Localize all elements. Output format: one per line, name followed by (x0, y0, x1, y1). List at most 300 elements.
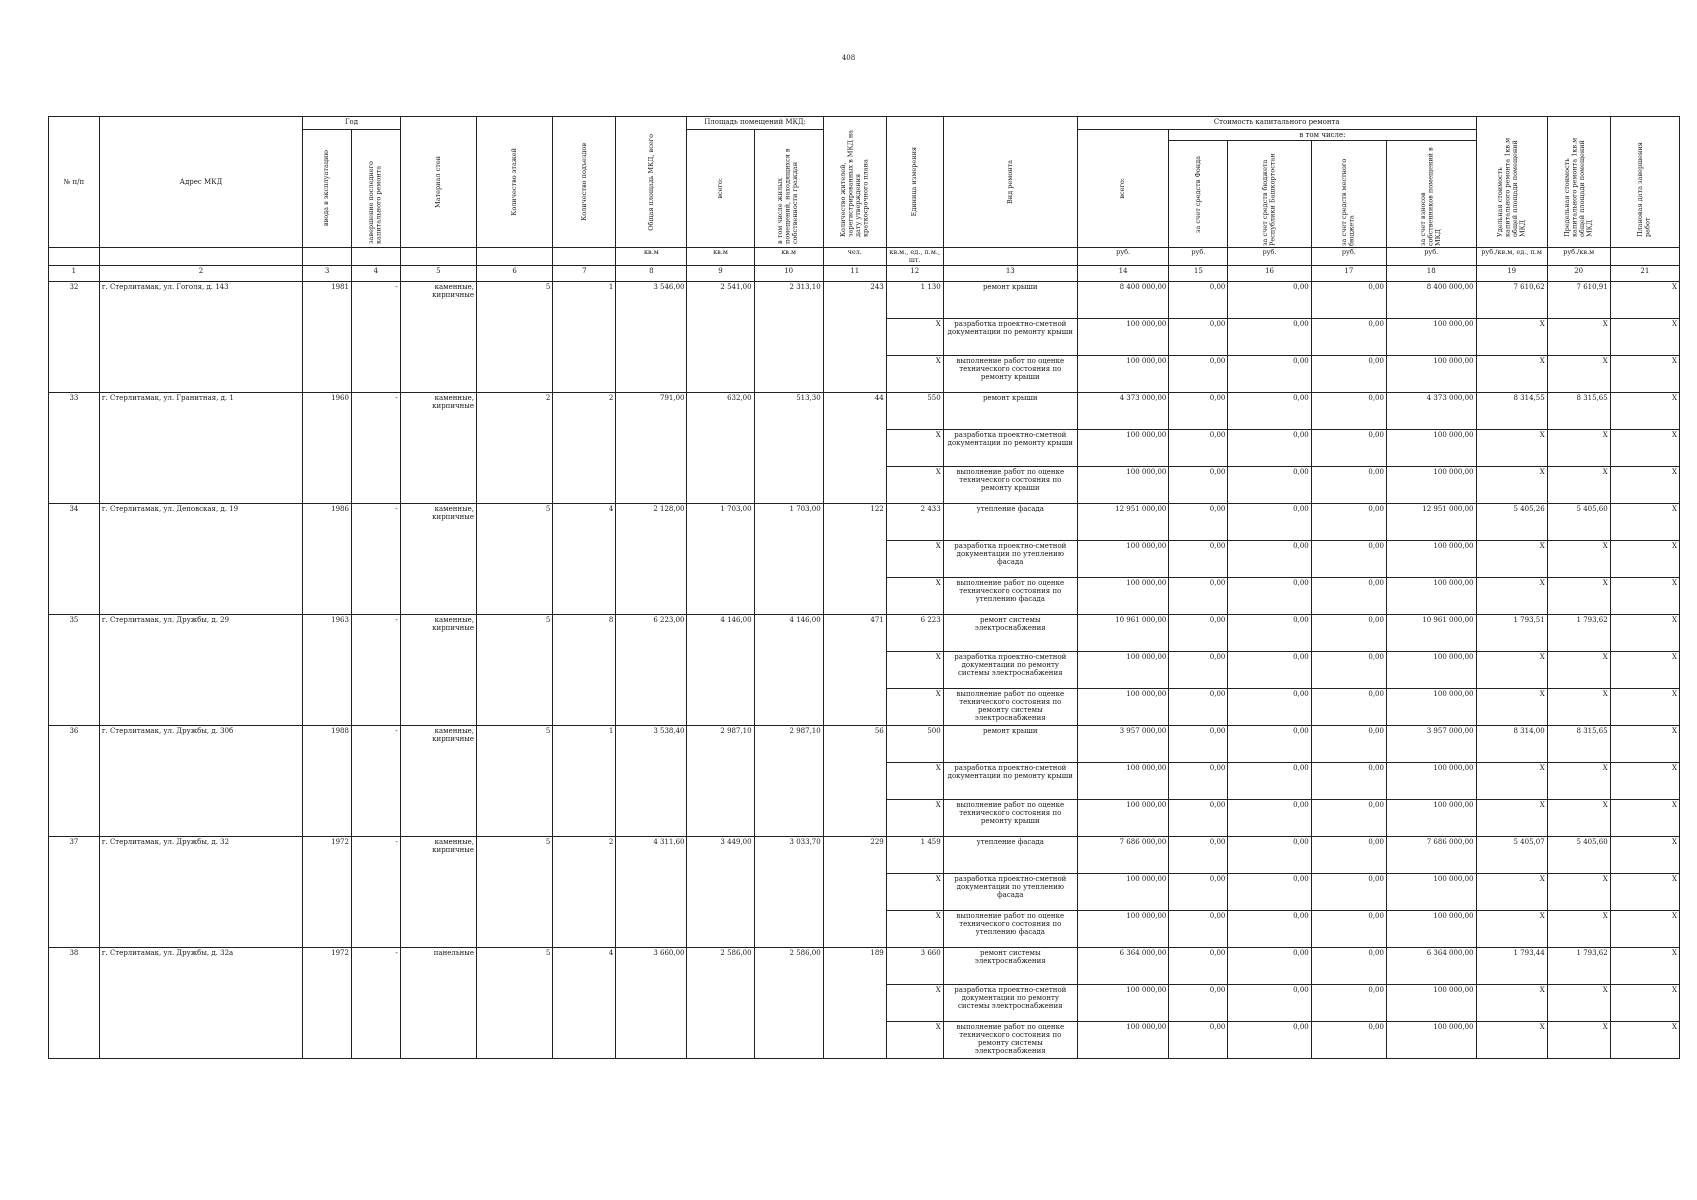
header-cost-republic: за счет средств бюджета Республики Башкортостан (1261, 153, 1277, 247)
cost-republic-cell: 0,00 (1228, 614, 1311, 651)
header-residents: Количество жителей, зарегистрированных в МКД на дату утверждения краткосрочного плана (838, 129, 870, 238)
cost-fund-cell: 0,00 (1169, 725, 1228, 762)
column-number-cell: 7 (553, 265, 616, 281)
max-cost-cell: X (1547, 910, 1610, 947)
quantity-cell: X (886, 651, 943, 688)
unit-cell: кв.м (616, 248, 687, 266)
cost-total-cell: 7 686 000,00 (1077, 836, 1169, 873)
cost-total-cell: 100 000,00 (1077, 466, 1169, 503)
quantity-cell: X (886, 429, 943, 466)
max-cost-cell: X (1547, 688, 1610, 725)
column-number-cell: 2 (99, 265, 302, 281)
quantity-cell: 500 (886, 725, 943, 762)
header-year-group: Год (303, 117, 401, 130)
deadline-cell: X (1610, 503, 1679, 540)
header-max-cost-cell (1547, 117, 1610, 248)
cost-total-cell: 100 000,00 (1077, 429, 1169, 466)
column-number-cell: 19 (1476, 265, 1547, 281)
cost-total-cell: 100 000,00 (1077, 577, 1169, 614)
cost-fund-cell: 0,00 (1169, 503, 1228, 540)
floors-cell: 5 (477, 614, 553, 725)
header-unit-cost-cell (1476, 117, 1547, 248)
cost-fund-cell: 0,00 (1169, 910, 1228, 947)
address-cell: г. Стерлитамак, ул. Деповская, д. 19 (99, 503, 302, 614)
column-number-cell: 4 (351, 265, 400, 281)
max-cost-cell: 8 315,65 (1547, 725, 1610, 762)
cost-fund-cell: 0,00 (1169, 836, 1228, 873)
residential-area-cell: 2 987,10 (754, 725, 823, 836)
material-cell: каменные, кирпичные (400, 503, 476, 614)
header-address: Адрес МКД (99, 117, 302, 248)
header-area-residential: в том числе жилых помещений, находящихся в собственности граждан (776, 147, 800, 244)
unit-cell: кв.м (687, 248, 754, 266)
total-area-cell: 4 311,60 (616, 836, 687, 947)
unit-cost-cell: 5 405,07 (1476, 836, 1547, 873)
residents-cell: 122 (823, 503, 886, 614)
cost-owners-cell: 10 961 000,00 (1386, 614, 1476, 651)
header-n: № п/п (49, 117, 100, 248)
total-area-cell: 3 660,00 (616, 947, 687, 1058)
deadline-cell: X (1610, 725, 1679, 762)
column-number-cell: 6 (477, 265, 553, 281)
header-total-area-cell (616, 117, 687, 248)
unit-cell: чел. (823, 248, 886, 266)
header-material-cell (400, 117, 476, 248)
row-number: 34 (49, 503, 100, 614)
header-work-type-cell (943, 117, 1077, 248)
work-type-cell: выполнение работ по оценке технического состояния по утеплению фасада (943, 577, 1077, 614)
header-including: в том числе: (1169, 130, 1476, 141)
unit-cell: руб. (1311, 248, 1386, 266)
year-built-cell: 1963 (303, 614, 352, 725)
row-number: 32 (49, 281, 100, 392)
cost-fund-cell: 0,00 (1169, 577, 1228, 614)
unit-cost-cell: 1 793,51 (1476, 614, 1547, 651)
column-number-cell: 8 (616, 265, 687, 281)
residents-cell: 56 (823, 725, 886, 836)
max-cost-cell: 1 793,62 (1547, 947, 1610, 984)
cost-local-cell: 0,00 (1311, 281, 1386, 318)
residents-cell: 44 (823, 392, 886, 503)
quantity-cell: X (886, 762, 943, 799)
column-numbers-row (49, 265, 1680, 281)
unit-cost-cell: X (1476, 355, 1547, 392)
unit-cell: кв.м (754, 248, 823, 266)
unit-cost-cell: X (1476, 799, 1547, 836)
column-number-cell: 9 (687, 265, 754, 281)
cost-fund-cell: 0,00 (1169, 799, 1228, 836)
entrances-cell: 1 (553, 281, 616, 392)
cost-fund-cell: 0,00 (1169, 873, 1228, 910)
deadline-cell: X (1610, 281, 1679, 318)
last-repair-cell: - (351, 392, 400, 503)
cost-owners-cell: 100 000,00 (1386, 651, 1476, 688)
year-built-cell: 1988 (303, 725, 352, 836)
cost-local-cell: 0,00 (1311, 318, 1386, 355)
table-row (49, 725, 1680, 762)
quantity-cell: X (886, 799, 943, 836)
quantity-cell: 3 660 (886, 947, 943, 984)
year-built-cell: 1972 (303, 836, 352, 947)
quantity-cell: X (886, 688, 943, 725)
quantity-cell: X (886, 577, 943, 614)
cost-owners-cell: 100 000,00 (1386, 799, 1476, 836)
residential-area-cell: 3 033,70 (754, 836, 823, 947)
header-area-res-cell (754, 130, 823, 248)
cost-owners-cell: 100 000,00 (1386, 688, 1476, 725)
header-year-last-repair: завершение последнего капитального ремонта (367, 160, 383, 244)
residential-area-cell: 2 586,00 (754, 947, 823, 1058)
floors-cell: 5 (477, 281, 553, 392)
work-type-cell: выполнение работ по оценке технического состояния по ремонту крыши (943, 355, 1077, 392)
cost-fund-cell: 0,00 (1169, 762, 1228, 799)
cost-local-cell: 0,00 (1311, 725, 1386, 762)
max-cost-cell: 5 405,60 (1547, 503, 1610, 540)
area-cell: 2 586,00 (687, 947, 754, 1058)
row-number: 35 (49, 614, 100, 725)
deadline-cell: X (1610, 762, 1679, 799)
cost-owners-cell: 6 364 000,00 (1386, 947, 1476, 984)
cost-owners-cell: 3 957 000,00 (1386, 725, 1476, 762)
floors-cell: 5 (477, 503, 553, 614)
header-cost-owners: за счет взносов собственников помещений в МКД (1419, 147, 1442, 247)
cost-owners-cell: 100 000,00 (1386, 873, 1476, 910)
work-type-cell: выполнение работ по оценке технического состояния по ремонту системы электроснабжения (943, 688, 1077, 725)
cost-republic-cell: 0,00 (1228, 1021, 1311, 1058)
work-type-cell: разработка проектно-сметной документации по утеплению фасада (943, 873, 1077, 910)
column-number-cell: 10 (754, 265, 823, 281)
last-repair-cell: - (351, 503, 400, 614)
deadline-cell: X (1610, 799, 1679, 836)
max-cost-cell: X (1547, 577, 1610, 614)
cost-republic-cell: 0,00 (1228, 355, 1311, 392)
address-cell: г. Стерлитамак, ул. Гоголя, д. 143 (99, 281, 302, 392)
cost-owners-cell: 100 000,00 (1386, 762, 1476, 799)
unit-cost-cell: 8 314,55 (1476, 392, 1547, 429)
cost-total-cell: 100 000,00 (1077, 355, 1169, 392)
cost-local-cell: 0,00 (1311, 762, 1386, 799)
column-number-cell: 11 (823, 265, 886, 281)
deadline-cell: X (1610, 466, 1679, 503)
residents-cell: 189 (823, 947, 886, 1058)
work-type-cell: разработка проектно-сметной документации по ремонту крыши (943, 762, 1077, 799)
unit-cost-cell: X (1476, 318, 1547, 355)
deadline-cell: X (1610, 429, 1679, 466)
max-cost-cell: 7 610,91 (1547, 281, 1610, 318)
cost-republic-cell: 0,00 (1228, 688, 1311, 725)
column-number-cell: 20 (1547, 265, 1610, 281)
quantity-cell: 6 223 (886, 614, 943, 651)
work-type-cell: ремонт системы электроснабжения (943, 947, 1077, 984)
table-row (49, 947, 1680, 984)
header-unit-cost: Удельная стоимость капитального ремонта 1кв.м общей площади помещений МКД (1495, 137, 1527, 238)
deadline-cell: X (1610, 947, 1679, 984)
max-cost-cell: X (1547, 429, 1610, 466)
max-cost-cell: X (1547, 355, 1610, 392)
unit-cell (400, 248, 476, 266)
header-deadline: Плановая дата завершения работ (1636, 142, 1652, 238)
cost-republic-cell: 0,00 (1228, 762, 1311, 799)
deadline-cell: X (1610, 873, 1679, 910)
material-cell: каменные, кирпичные (400, 614, 476, 725)
residential-area-cell: 1 703,00 (754, 503, 823, 614)
unit-cell (351, 248, 400, 266)
residents-cell: 229 (823, 836, 886, 947)
cost-total-cell: 100 000,00 (1077, 984, 1169, 1021)
cost-owners-cell: 100 000,00 (1386, 577, 1476, 614)
max-cost-cell: X (1547, 318, 1610, 355)
max-cost-cell: X (1547, 1021, 1610, 1058)
unit-cost-cell: X (1476, 910, 1547, 947)
residential-area-cell: 4 146,00 (754, 614, 823, 725)
cost-owners-cell: 100 000,00 (1386, 318, 1476, 355)
header-entrances: Количество подъездов (579, 143, 588, 221)
column-number-cell: 12 (886, 265, 943, 281)
cost-total-cell: 10 961 000,00 (1077, 614, 1169, 651)
unit-cost-cell: X (1476, 688, 1547, 725)
deadline-cell: X (1610, 1021, 1679, 1058)
header-total-area: Общая площадь МКД, всего (646, 133, 655, 231)
cost-total-cell: 100 000,00 (1077, 318, 1169, 355)
total-area-cell: 791,00 (616, 392, 687, 503)
header-floors-cell (477, 117, 553, 248)
header-fund-cell (1169, 141, 1228, 248)
row-number: 37 (49, 836, 100, 947)
area-cell: 1 703,00 (687, 503, 754, 614)
entrances-cell: 4 (553, 947, 616, 1058)
column-number-cell: 13 (943, 265, 1077, 281)
cost-local-cell: 0,00 (1311, 836, 1386, 873)
header-max-cost: Предельная стоимость капитального ремонта 1кв.м общей площади помещений МКД (1562, 137, 1594, 238)
cost-fund-cell: 0,00 (1169, 651, 1228, 688)
deadline-cell: X (1610, 984, 1679, 1021)
unit-cost-cell: X (1476, 1021, 1547, 1058)
cost-local-cell: 0,00 (1311, 947, 1386, 984)
area-cell: 2 987,10 (687, 725, 754, 836)
column-number-cell: 1 (49, 265, 100, 281)
cost-owners-cell: 100 000,00 (1386, 466, 1476, 503)
header-owners-cell (1386, 141, 1476, 248)
unit-cost-cell: 7 610,62 (1476, 281, 1547, 318)
cost-republic-cell: 0,00 (1228, 577, 1311, 614)
row-number: 33 (49, 392, 100, 503)
work-type-cell: ремонт крыши (943, 392, 1077, 429)
header-year-built-cell (303, 130, 352, 248)
floors-cell: 2 (477, 392, 553, 503)
max-cost-cell: X (1547, 651, 1610, 688)
column-number-cell: 14 (1077, 265, 1169, 281)
last-repair-cell: - (351, 725, 400, 836)
material-cell: каменные, кирпичные (400, 392, 476, 503)
cost-owners-cell: 4 373 000,00 (1386, 392, 1476, 429)
last-repair-cell: - (351, 614, 400, 725)
cost-fund-cell: 0,00 (1169, 392, 1228, 429)
table-row (49, 392, 1680, 429)
cost-local-cell: 0,00 (1311, 910, 1386, 947)
cost-fund-cell: 0,00 (1169, 1021, 1228, 1058)
deadline-cell: X (1610, 651, 1679, 688)
header-local-cell (1311, 141, 1386, 248)
cost-local-cell: 0,00 (1311, 429, 1386, 466)
last-repair-cell: - (351, 281, 400, 392)
max-cost-cell: X (1547, 799, 1610, 836)
cost-total-cell: 3 957 000,00 (1077, 725, 1169, 762)
unit-cell (943, 248, 1077, 266)
address-cell: г. Стерлитамак, ул. Дружбы, д. 29 (99, 614, 302, 725)
column-number-cell: 16 (1228, 265, 1311, 281)
entrances-cell: 4 (553, 503, 616, 614)
cost-total-cell: 100 000,00 (1077, 910, 1169, 947)
unit-cost-cell: X (1476, 429, 1547, 466)
unit-cost-cell: 1 793,44 (1476, 947, 1547, 984)
cost-local-cell: 0,00 (1311, 1021, 1386, 1058)
unit-cell: руб. (1228, 248, 1311, 266)
work-type-cell: утепление фасада (943, 503, 1077, 540)
unit-cell (1610, 248, 1679, 266)
cost-total-cell: 100 000,00 (1077, 873, 1169, 910)
cost-owners-cell: 100 000,00 (1386, 910, 1476, 947)
cost-total-cell: 4 373 000,00 (1077, 392, 1169, 429)
quantity-cell: X (886, 984, 943, 1021)
entrances-cell: 1 (553, 725, 616, 836)
work-type-cell: утепление фасада (943, 836, 1077, 873)
unit-cost-cell: X (1476, 540, 1547, 577)
row-number: 38 (49, 947, 100, 1058)
cost-owners-cell: 8 400 000,00 (1386, 281, 1476, 318)
deadline-cell: X (1610, 614, 1679, 651)
unit-cost-cell: X (1476, 873, 1547, 910)
floors-cell: 5 (477, 947, 553, 1058)
header-cost-total: всего: (1118, 178, 1127, 199)
entrances-cell: 2 (553, 392, 616, 503)
deadline-cell: X (1610, 688, 1679, 725)
cost-total-cell: 6 364 000,00 (1077, 947, 1169, 984)
max-cost-cell: X (1547, 466, 1610, 503)
cost-fund-cell: 0,00 (1169, 984, 1228, 1021)
max-cost-cell: X (1547, 762, 1610, 799)
table-row (49, 281, 1680, 318)
cost-republic-cell: 0,00 (1228, 651, 1311, 688)
cost-local-cell: 0,00 (1311, 540, 1386, 577)
unit-cell (99, 248, 302, 266)
header-cost-total-cell (1077, 130, 1169, 248)
header-material: Материал стен (433, 156, 442, 208)
work-type-cell: ремонт системы электроснабжения (943, 614, 1077, 651)
cost-local-cell: 0,00 (1311, 873, 1386, 910)
column-number-cell: 3 (303, 265, 352, 281)
residential-area-cell: 2 313,10 (754, 281, 823, 392)
page-number: 408 (841, 54, 856, 62)
cost-fund-cell: 0,00 (1169, 355, 1228, 392)
deadline-cell: X (1610, 836, 1679, 873)
material-cell: каменные, кирпичные (400, 281, 476, 392)
entrances-cell: 2 (553, 836, 616, 947)
unit-cell: кв.м., ед., п.м., шт. (886, 248, 943, 266)
residential-area-cell: 513,30 (754, 392, 823, 503)
cost-republic-cell: 0,00 (1228, 725, 1311, 762)
cost-republic-cell: 0,00 (1228, 466, 1311, 503)
cost-republic-cell: 0,00 (1228, 836, 1311, 873)
work-type-cell: ремонт крыши (943, 281, 1077, 318)
year-built-cell: 1960 (303, 392, 352, 503)
header-year-last-cell (351, 130, 400, 248)
cost-local-cell: 0,00 (1311, 392, 1386, 429)
work-type-cell: разработка проектно-сметной документации по ремонту системы электроснабжения (943, 984, 1077, 1021)
quantity-cell: X (886, 873, 943, 910)
year-built-cell: 1972 (303, 947, 352, 1058)
cost-total-cell: 100 000,00 (1077, 799, 1169, 836)
table-row (49, 614, 1680, 651)
unit-cell (477, 248, 553, 266)
entrances-cell: 8 (553, 614, 616, 725)
header-cost-local: за счет средств местного бюджета (1340, 158, 1356, 247)
quantity-cell: 1 459 (886, 836, 943, 873)
cost-local-cell: 0,00 (1311, 984, 1386, 1021)
header-republic-cell (1228, 141, 1311, 248)
cost-fund-cell: 0,00 (1169, 947, 1228, 984)
cost-local-cell: 0,00 (1311, 577, 1386, 614)
max-cost-cell: X (1547, 984, 1610, 1021)
column-number-cell: 21 (1610, 265, 1679, 281)
work-type-cell: разработка проектно-сметной документации по ремонту системы электроснабжения (943, 651, 1077, 688)
deadline-cell: X (1610, 355, 1679, 392)
header-unit-cell (886, 117, 943, 248)
cost-fund-cell: 0,00 (1169, 318, 1228, 355)
material-cell: каменные, кирпичные (400, 836, 476, 947)
cost-total-cell: 100 000,00 (1077, 688, 1169, 725)
unit-cost-cell: 5 405,26 (1476, 503, 1547, 540)
cost-total-cell: 100 000,00 (1077, 1021, 1169, 1058)
cost-local-cell: 0,00 (1311, 614, 1386, 651)
table-body (49, 117, 1680, 1059)
max-cost-cell: 5 405,60 (1547, 836, 1610, 873)
address-cell: г. Стерлитамак, ул. Дружбы, д. 32а (99, 947, 302, 1058)
residents-cell: 471 (823, 614, 886, 725)
max-cost-cell: 1 793,62 (1547, 614, 1610, 651)
year-built-cell: 1981 (303, 281, 352, 392)
material-cell: панельные (400, 947, 476, 1058)
quantity-cell: X (886, 355, 943, 392)
cost-fund-cell: 0,00 (1169, 466, 1228, 503)
cost-local-cell: 0,00 (1311, 466, 1386, 503)
unit-cell: руб./кв.м (1547, 248, 1610, 266)
last-repair-cell: - (351, 836, 400, 947)
work-type-cell: разработка проектно-сметной документации по ремонту крыши (943, 318, 1077, 355)
capital-repair-table (48, 116, 1680, 1059)
header-year-built: ввода в эксплуатацию (322, 150, 331, 227)
header-area-all-cell (687, 130, 754, 248)
deadline-cell: X (1610, 318, 1679, 355)
cost-local-cell: 0,00 (1311, 688, 1386, 725)
area-cell: 2 541,00 (687, 281, 754, 392)
total-area-cell: 2 128,00 (616, 503, 687, 614)
address-cell: г. Стерлитамак, ул. Гранитная, д. 1 (99, 392, 302, 503)
cost-owners-cell: 12 951 000,00 (1386, 503, 1476, 540)
unit-cost-cell: X (1476, 762, 1547, 799)
quantity-cell: X (886, 318, 943, 355)
unit-cell: руб. (1169, 248, 1228, 266)
cost-local-cell: 0,00 (1311, 651, 1386, 688)
max-cost-cell: X (1547, 540, 1610, 577)
cost-total-cell: 12 951 000,00 (1077, 503, 1169, 540)
area-cell: 3 449,00 (687, 836, 754, 947)
cost-republic-cell: 0,00 (1228, 947, 1311, 984)
year-built-cell: 1986 (303, 503, 352, 614)
cost-fund-cell: 0,00 (1169, 281, 1228, 318)
max-cost-cell: X (1547, 873, 1610, 910)
cost-total-cell: 8 400 000,00 (1077, 281, 1169, 318)
total-area-cell: 3 546,00 (616, 281, 687, 392)
